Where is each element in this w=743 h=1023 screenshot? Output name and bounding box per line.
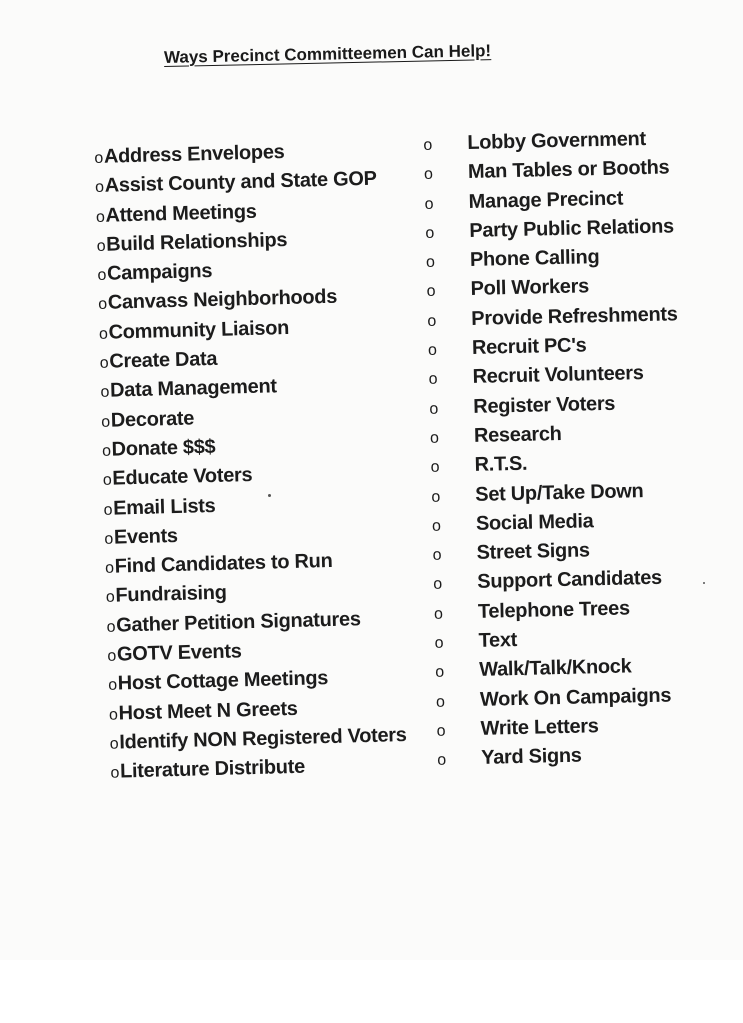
circle-bullet-icon: o [104, 530, 114, 548]
list-item-label: Social Media [475, 510, 594, 535]
scan-margin [0, 960, 743, 1023]
circle-bullet-icon: o [423, 136, 433, 154]
list-item-label: Text [478, 629, 518, 652]
circle-bullet-icon: o [434, 634, 444, 652]
list-item-label: Recruit PC's [471, 334, 587, 360]
circle-bullet-icon: o [103, 501, 113, 519]
circle-bullet-icon: o [423, 166, 433, 184]
list-item-label: Gather Petition Signatures [115, 607, 361, 637]
circle-bullet-icon: o [433, 605, 443, 623]
circle-bullet-icon: o [428, 371, 438, 389]
list-item-label: Recruit Volunteers [472, 362, 644, 389]
circle-bullet-icon: o [105, 589, 115, 607]
list-item-label: R.T.S. [474, 452, 528, 477]
circle-bullet-icon: o [95, 208, 105, 226]
list-item-label: Telephone Trees [477, 597, 631, 623]
list-item-label: Canvass Neighborhoods [107, 286, 338, 315]
circle-bullet-icon: o [435, 693, 445, 711]
list-item-label: Walk/Talk/Knock [479, 655, 632, 682]
list-item-label: Address Envelopes [103, 141, 285, 168]
circle-bullet-icon: o [437, 751, 447, 770]
list-item-label: Literature Distribute [119, 755, 306, 783]
list-item-label: Poll Workers [470, 275, 590, 301]
left-column-list [94, 135, 408, 787]
circle-bullet-icon: o [101, 442, 111, 460]
list-item-label: Host Meet N Greets [118, 697, 298, 725]
circle-bullet-icon: o [431, 517, 441, 535]
circle-bullet-icon: o [98, 325, 108, 343]
circle-bullet-icon: o [106, 618, 116, 636]
circle-bullet-icon: o [427, 341, 437, 360]
list-item-label: Register Voters [473, 392, 616, 418]
circle-bullet-icon: o [436, 722, 446, 740]
circle-bullet-icon: o [427, 312, 437, 330]
circle-bullet-icon: o [433, 576, 443, 594]
scan-speck [703, 582, 705, 584]
circle-bullet-icon: o [96, 237, 106, 255]
list-item-label: Phone Calling [469, 246, 600, 272]
circle-bullet-icon: o [107, 676, 118, 695]
circle-bullet-icon: o [430, 458, 440, 477]
circle-bullet-icon: o [101, 413, 111, 431]
scan-speck [268, 494, 271, 497]
list-item-label: Educate Voters [112, 464, 253, 490]
list-item-label: Street Signs [476, 539, 590, 565]
circle-bullet-icon: o [99, 354, 109, 372]
list-item-label: Create Data [109, 347, 218, 373]
list-item-label: Provide Refreshments [471, 303, 678, 330]
circle-bullet-icon: o [98, 296, 108, 314]
list-item-label: Identify NON Registered Voters [119, 723, 407, 754]
circle-bullet-icon: o [94, 179, 105, 197]
list-item-label: Lobby Government [467, 127, 647, 154]
list-item-label: Attend Meetings [105, 200, 257, 227]
list-item-label: Fundraising [115, 582, 227, 608]
circle-bullet-icon: o [100, 384, 110, 402]
list-item-label: Events [113, 524, 179, 549]
circle-bullet-icon: o [435, 664, 445, 682]
list-item-label: Write Letters [480, 715, 599, 740]
list-item-label: Decorate [110, 407, 195, 432]
list-item-label: Manage Precinct [468, 187, 624, 213]
circle-bullet-icon: o [431, 488, 441, 506]
page-title: Ways Precinct Committeemen Can Help! [163, 41, 492, 67]
list-item-label: Assist County and State GOP [104, 167, 377, 198]
list-item-label: Work On Campaigns [479, 684, 672, 711]
circle-bullet-icon: o [429, 429, 439, 447]
list-item-label: Campaigns [106, 260, 213, 285]
list-item-label: Email Lists [112, 494, 216, 520]
list-item-label: GOTV Events [116, 640, 242, 666]
list-item-label: Set Up/Take Down [475, 479, 644, 506]
circle-bullet-icon: o [425, 224, 435, 242]
circle-bullet-icon: o [429, 400, 439, 418]
circle-bullet-icon: o [108, 706, 118, 724]
circle-bullet-icon: o [104, 559, 114, 578]
circle-bullet-icon: o [94, 149, 104, 167]
right-column-list [423, 124, 688, 774]
list-item-label: Support Candidates [477, 567, 663, 594]
list-item-label: Party Public Relations [469, 215, 675, 242]
circle-bullet-icon: o [97, 266, 107, 285]
list-item-label: Data Management [109, 375, 277, 403]
circle-bullet-icon: o [432, 546, 442, 565]
list-item-label: Build Relationships [105, 228, 288, 256]
list-item-label: Host Cottage Meetings [117, 667, 329, 695]
list-item-label: Donate $$$ [111, 435, 216, 461]
circle-bullet-icon: o [426, 283, 436, 301]
circle-bullet-icon: o [425, 253, 435, 272]
list-item-label: Yard Signs [481, 744, 582, 770]
circle-bullet-icon: o [424, 195, 434, 213]
circle-bullet-icon: o [102, 471, 112, 490]
list-item-label: Man Tables or Booths [467, 156, 670, 184]
circle-bullet-icon: o [109, 735, 119, 753]
list-item [437, 739, 688, 774]
list-item-label: Find Candidates to Run [114, 550, 333, 578]
list-item-label: Community Liaison [108, 316, 290, 344]
list-item-label: Research [473, 422, 562, 447]
circle-bullet-icon: o [107, 647, 117, 665]
circle-bullet-icon: o [110, 764, 120, 783]
